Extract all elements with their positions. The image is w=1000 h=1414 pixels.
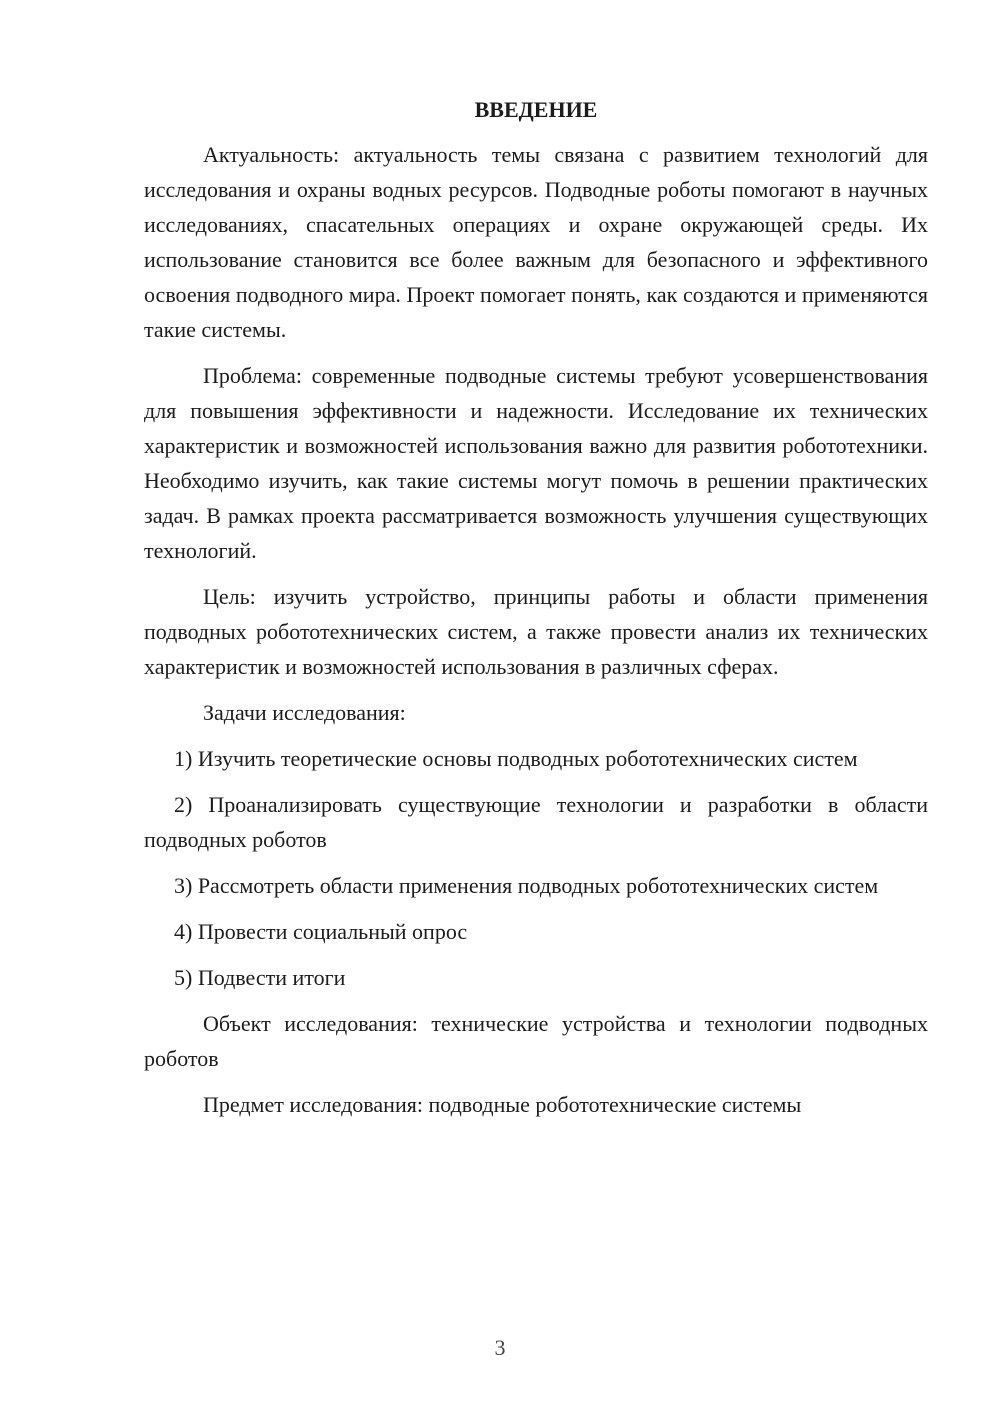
task-item: 3) Рассмотреть области применения подводных робототехнических систем	[174, 873, 879, 898]
section-title: ВВЕДЕНИЕ	[474, 97, 598, 122]
problem-paragraph: Проблема: современные подводные системы требуют усовершенствования для повышения эффективности и надежности. Исследование их технических характеристик и возможностей использования важно для развития робототехники. Необходимо изучить, как такие системы могут помочь в решении практических задач. В рамках проекта рассматривается возможность улучшения существующих технологий.	[144, 363, 928, 563]
task-item: 5) Подвести итоги	[174, 965, 346, 990]
task-item: 4) Провести социальный опрос	[174, 919, 468, 944]
goal-paragraph: Цель: изучить устройство, принципы работы и области применения подводных робототехнических систем, а также провести анализ их технических характеристик и возможностей использования в различных сферах.	[144, 584, 928, 679]
tasks-list	[144, 741, 928, 995]
task-item: 2) Проанализировать существующие технологии и разработки в области подводных роботов	[144, 792, 928, 852]
page-content	[144, 92, 928, 1122]
page-number: 3	[494, 1335, 506, 1360]
relevance-paragraph: Актуальность: актуальность темы связана с развитием технологий для исследования и охраны водных ресурсов. Подводные роботы помогают в научных исследованиях, спасательных операциях и охране окружающей среды. Их использование становится все более важным для безопасного и эффективного освоения подводного мира. Проект помогает понять, как создаются и применяются такие системы.	[144, 142, 928, 342]
tasks-heading: Задачи исследования:	[203, 700, 406, 725]
subject-paragraph: Предмет исследования: подводные робототехнические системы	[203, 1092, 802, 1117]
object-paragraph: Объект исследования: технические устройства и технологии подводных роботов	[144, 1011, 928, 1071]
task-item: 1) Изучить теоретические основы подводных робототехнических систем	[174, 746, 858, 771]
